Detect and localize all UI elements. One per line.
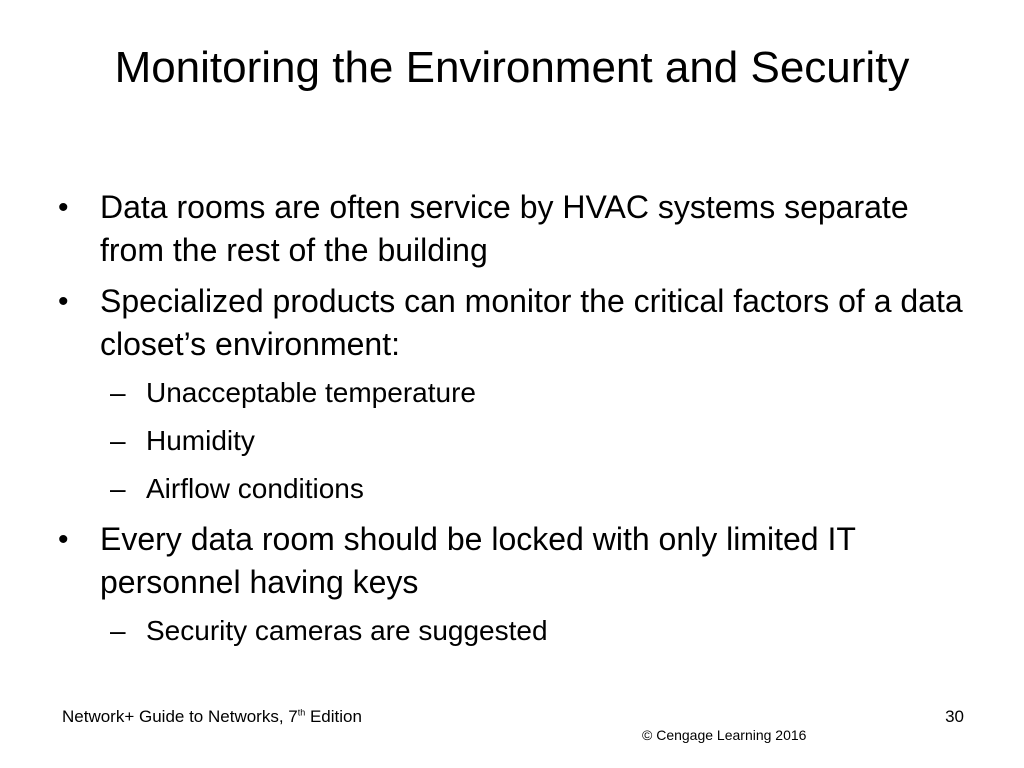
- sub-bullet-marker: –: [110, 473, 126, 504]
- sub-bullet-text: Humidity: [146, 425, 255, 456]
- bullet-text: Specialized products can monitor the critical factors of a data closet’s environment:: [100, 283, 963, 362]
- bullet-item: [56, 280, 976, 366]
- bullet-item: [56, 186, 976, 272]
- sub-bullet-marker: –: [110, 425, 126, 456]
- footer-book-suffix: Edition: [305, 707, 362, 726]
- slide-body: [56, 186, 976, 660]
- bullet-text: Every data room should be locked with only limited IT personnel having keys: [100, 521, 856, 600]
- bullet-text: Data rooms are often service by HVAC systems separate from the rest of the building: [100, 189, 909, 268]
- bullet-marker: •: [58, 285, 69, 318]
- sub-bullet-text: Airflow conditions: [146, 473, 364, 504]
- sub-bullet-marker: –: [110, 615, 126, 646]
- footer-copyright: © Cengage Learning 2016: [642, 727, 807, 743]
- sub-bullet-marker: –: [110, 377, 126, 408]
- sub-bullet-item: [56, 374, 976, 412]
- footer-book-superscript: th: [297, 707, 306, 718]
- slide-title: Monitoring the Environment and Security: [114, 43, 910, 92]
- sub-bullet-item: [56, 422, 976, 460]
- footer-book-prefix: Network+ Guide to Networks, 7: [62, 707, 298, 726]
- sub-bullet-item: [56, 612, 976, 650]
- slide-number: 30: [945, 707, 964, 726]
- bullet-item: [56, 518, 976, 604]
- sub-bullet-text: Security cameras are suggested: [146, 615, 548, 646]
- footer-book-title: [62, 706, 362, 728]
- bullet-marker: •: [58, 191, 69, 224]
- bullet-marker: •: [58, 523, 69, 556]
- sub-bullet-text: Unacceptable temperature: [146, 377, 476, 408]
- sub-bullet-item: [56, 470, 976, 508]
